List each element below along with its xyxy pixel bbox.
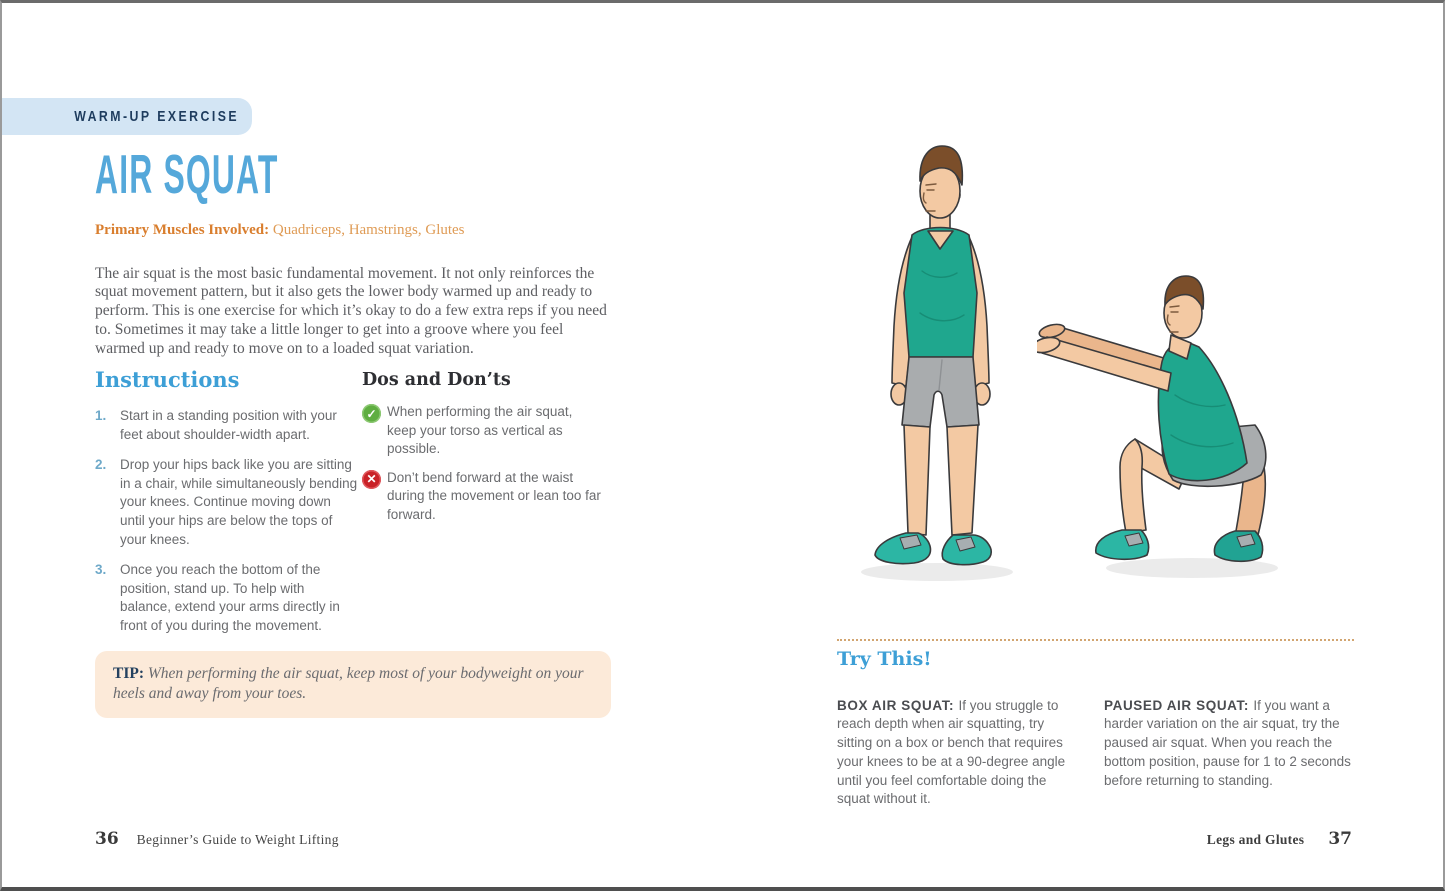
left-page-number: 36 (95, 829, 119, 849)
step-text: Once you reach the bottom of the position, stand up. To help with balance, extend your arms directly in front of you during the movement. (120, 562, 340, 633)
x-icon: ✕ (362, 470, 381, 489)
step-number: 3. (95, 562, 107, 578)
variation-paused-air-squat (1104, 697, 1358, 791)
variation-text: If you struggle to reach depth when air squatting, try sitting on a box or bench that requires your knees to be at a 90-degree angle until you feel comfortable doing the squat without it. (837, 697, 1066, 807)
do-text: When performing the air squat, keep your torso as vertical as possible. (387, 404, 573, 457)
warm-up-exercise-badge (2, 98, 252, 135)
intro-paragraph: The air squat is the most basic fundamental movement. It not only reinforces the squat movement pattern, but it also gets the lower body warmed up and ready to perform. This is one exercise for which it’s okay to do a few extra reps if you need to. Sometimes it may take a little longer to get into a groove where you feel warmed up and ready to move on to a loaded squat variation. (95, 264, 607, 357)
check-icon: ✓ (362, 404, 381, 423)
dotted-divider (837, 639, 1354, 641)
instructions-heading: Instructions (95, 367, 240, 392)
step-number: 1. (95, 408, 107, 423)
instructions-section (95, 367, 359, 648)
book-title: Beginner’s Guide to Weight Lifting (136, 832, 339, 847)
instruction-step (95, 561, 359, 635)
tip-text-body: When performing the air squat, keep most of your bodyweight on your heels and away from your toes. (113, 665, 584, 702)
tip-box (95, 651, 611, 718)
left-page-footer (95, 829, 339, 849)
right-page-footer (1207, 829, 1352, 849)
section-title: Legs and Glutes (1206, 832, 1305, 847)
tip-text (113, 665, 584, 702)
step-text: Start in a standing position with your feet about shoulder-width apart. (120, 408, 337, 442)
instruction-step (95, 407, 359, 444)
dont-item (362, 469, 604, 525)
step-text: Drop your hips back like you are sitting in a chair, while simultaneously bending your knees. Continue moving down until your hips are below the tops of your knees. (120, 457, 358, 547)
dos-donts-section (362, 370, 604, 535)
page-title (95, 143, 411, 205)
badge-label: WARM-UP EXERCISE (74, 108, 239, 125)
do-item (362, 403, 604, 459)
variation-box-air-squat (837, 697, 1075, 810)
tip-label: TIP: (113, 665, 148, 682)
step-number: 2. (95, 457, 107, 473)
muscles-value: Quadriceps, Hamstrings, Glutes (272, 222, 465, 238)
page-title-text: AIR SQUAT (95, 143, 279, 205)
squat-figure-illustration (1037, 275, 1342, 590)
dont-text: Don’t bend forward at the waist during the movement or lean too far forward. (387, 469, 601, 522)
variation-text: If you want a harder variation on the air squat, try the paused air squat. When you reach the bottom position, pause for 1 to 2 seconds before returning to standing. (1104, 697, 1351, 788)
instruction-step (95, 456, 359, 549)
variation-label: PAUSED AIR SQUAT: (1104, 697, 1254, 713)
variation-label: BOX AIR SQUAT: (837, 697, 959, 713)
standing-figure-illustration (852, 141, 1022, 586)
right-page-number: 37 (1328, 829, 1352, 849)
try-this-heading: Try This! (837, 648, 932, 670)
primary-muscles-line (95, 222, 465, 239)
muscles-label: Primary Muscles Involved: (95, 222, 273, 238)
dos-donts-heading: Dos and Don’ts (362, 370, 511, 390)
